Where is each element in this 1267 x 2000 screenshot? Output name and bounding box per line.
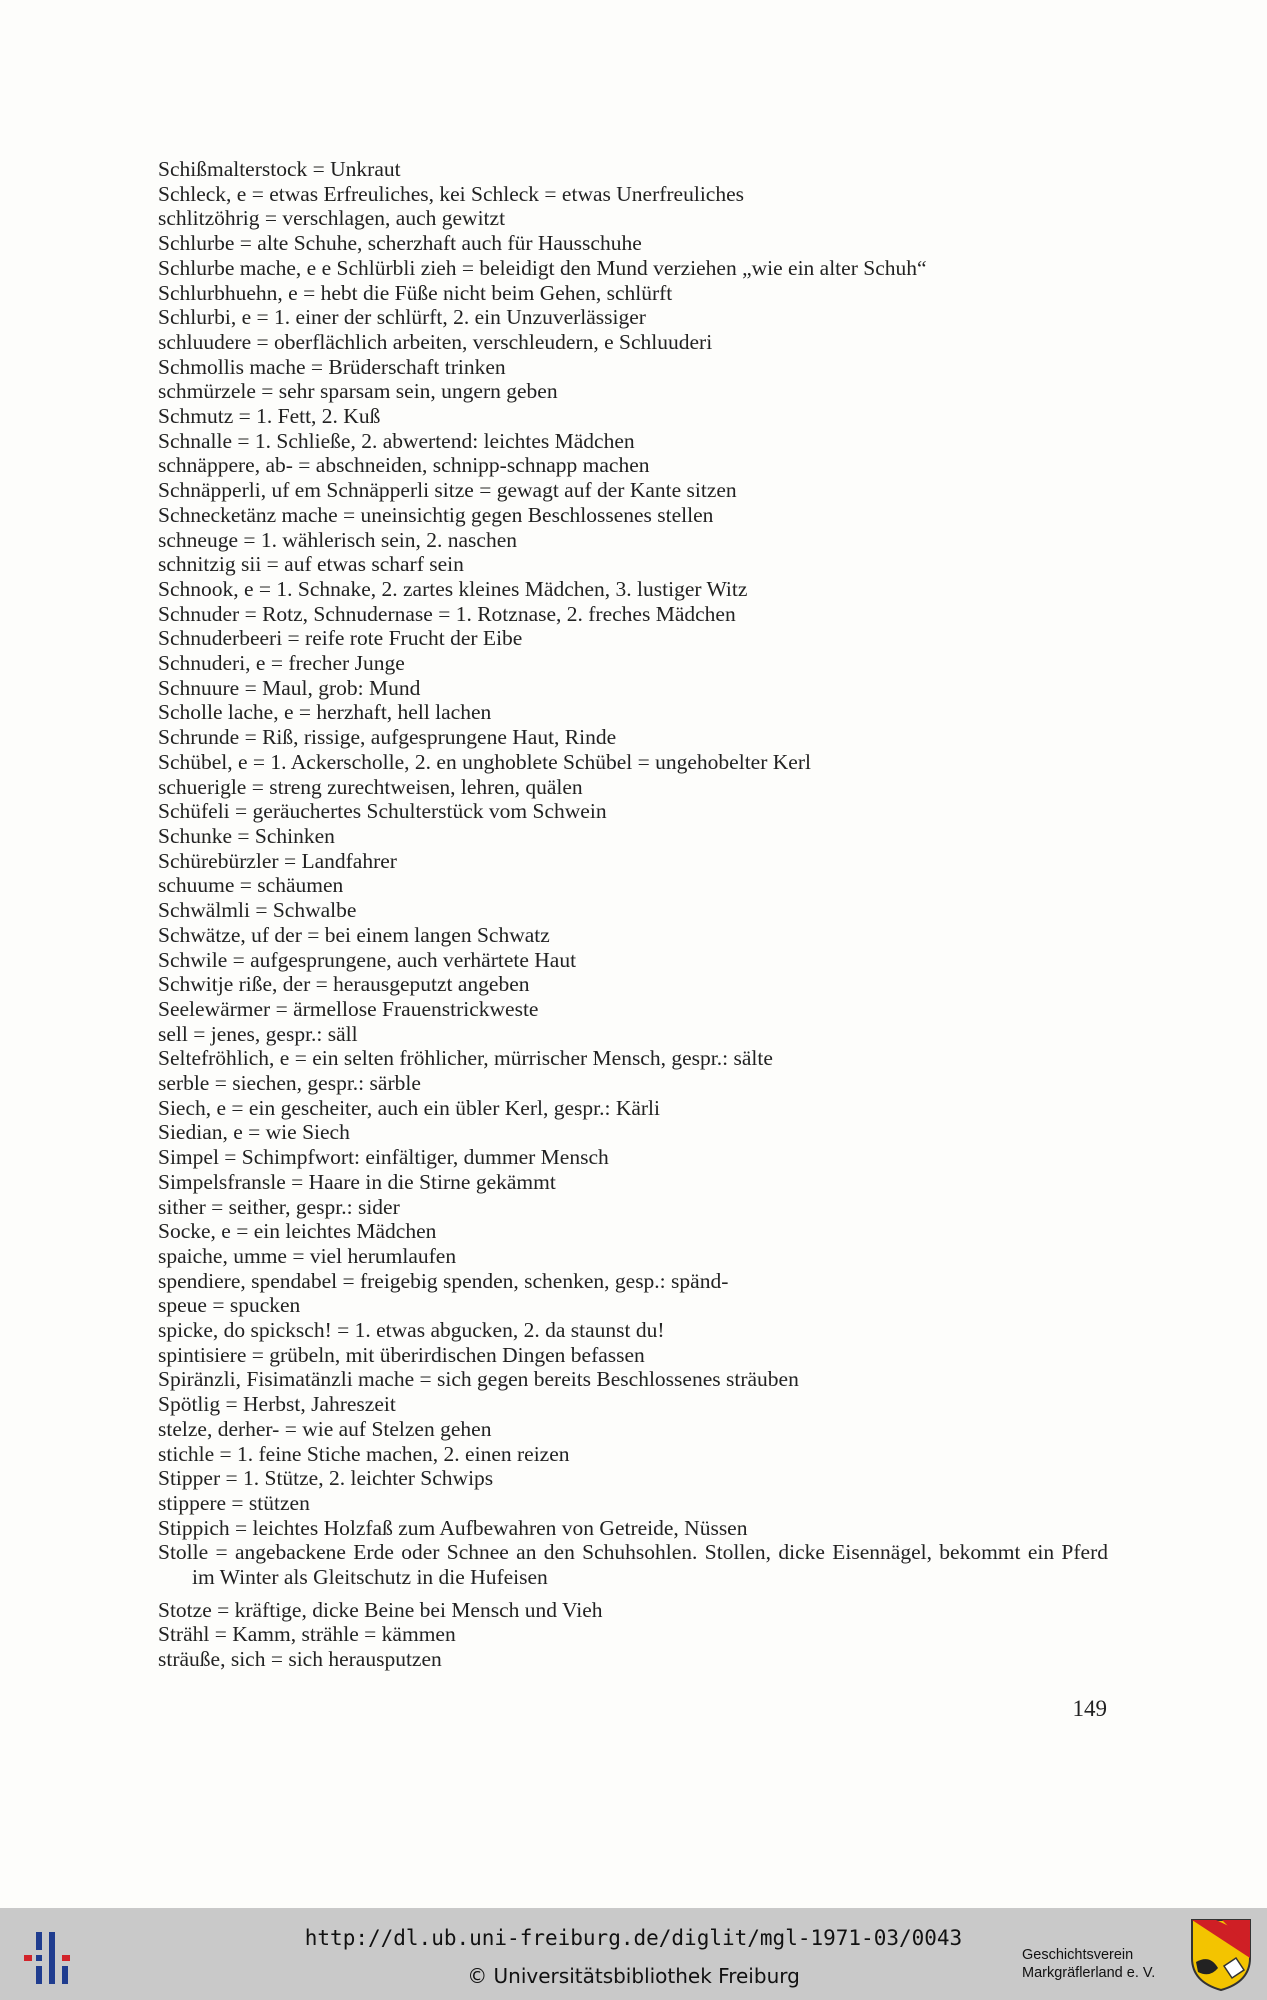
glossary-entry: schluudere = oberflächlich arbeiten, verschleudern, e Schluuderi <box>158 329 713 354</box>
entry-spacer <box>158 1590 1108 1598</box>
glossary-entry: Schlurbi, e = 1. einer der schlürft, 2. ein Unzuverlässiger <box>158 305 646 330</box>
glossary-entry: Schüfeli = geräuchertes Schulterstück vom Schwein <box>158 799 607 824</box>
glossary-entry: schlitzöhrig = verschlagen, auch gewitzt <box>158 206 506 231</box>
glossary-entry: Socke, e = ein leichtes Mädchen <box>158 1219 437 1244</box>
glossary-entry: Schlurbe = alte Schuhe, scherzhaft auch für Hausschuhe <box>158 231 642 256</box>
society-line-1: Geschichtsverein <box>1022 1947 1134 1963</box>
glossary-entry: Schnalle = 1. Schließe, 2. abwertend: leichtes Mädchen <box>158 428 635 453</box>
glossary-entry: serble = siechen, gespr.: särble <box>158 1071 421 1096</box>
glossary-entry: spintisiere = grübeln, mit überirdischen Dingen befassen <box>158 1342 645 1367</box>
glossary-entry: Schißmalterstock = Unkraut <box>158 157 401 181</box>
glossary-entry: Schnuderi, e = frecher Junge <box>158 651 405 676</box>
glossary-entry: schnitzig sii = auf etwas scharf sein <box>158 552 464 577</box>
glossary-entry: Schwitje riße, der = herausgeputzt angeben <box>158 972 530 997</box>
glossary-entry: Stipper = 1. Stütze, 2. leichter Schwips <box>158 1466 494 1491</box>
glossary-entry: speue = spucken <box>158 1293 301 1318</box>
glossary-entry: sell = jenes, gespr.: säll <box>158 1021 358 1046</box>
glossary-entry: Schwälmli = Schwalbe <box>158 898 357 923</box>
glossary-entry: Schürebürzler = Landfahrer <box>158 848 397 873</box>
glossary-entry: Stotze = kräftige, dicke Beine bei Mensch und Vieh <box>158 1597 603 1622</box>
glossary-entry: Schnuderbeeri = reife rote Frucht der Eibe <box>158 626 523 651</box>
glossary-entry: Schübel, e = 1. Ackerscholle, 2. en unghoblete Schübel = ungehobelter Kerl <box>158 749 811 774</box>
glossary-entry: Schnook, e = 1. Schnake, 2. zartes kleines Mädchen, 3. lustiger Witz <box>158 576 748 601</box>
glossary-entry: Simpelsfransle = Haare in die Stirne gekämmt <box>158 1169 556 1194</box>
society-name <box>1022 1946 1155 1982</box>
glossary-entry: Schnecketänz mache = uneinsichtig gegen Beschlossenes stellen <box>158 502 714 527</box>
glossary-entry: schneuge = 1. wählerisch sein, 2. naschen <box>158 527 518 552</box>
glossary-entry: Schwätze, uf der = bei einem langen Schwatz <box>158 922 550 947</box>
page-number: 149 <box>1072 1696 1107 1721</box>
glossary-entry: schmürzele = sehr sparsam sein, ungern geben <box>158 379 558 404</box>
society-line-2: Markgräflerland e. V. <box>1022 1965 1156 1981</box>
glossary-entry: schuume = schäumen <box>158 873 344 898</box>
glossary-entry: Schlurbhuehn, e = hebt die Füße nicht beim Gehen, schlürft <box>158 280 673 305</box>
glossary-entry: Schnuder = Rotz, Schnudernase = 1. Rotznase, 2. freches Mädchen <box>158 601 736 626</box>
glossary-entries <box>158 157 1108 1672</box>
glossary-entry: stelze, derher- = wie auf Stelzen gehen <box>158 1416 492 1441</box>
glossary-entry: schnäppere, ab- = abschneiden, schnipp-schnapp machen <box>158 453 650 478</box>
glossary-entry: Scholle lache, e = herzhaft, hell lachen <box>158 700 492 725</box>
footer-bar <box>0 1908 1267 2000</box>
glossary-entry: Schlurbe mache, e e Schlürbli zieh = beleidigt den Mund verziehen „wie ein alter Schuh“ <box>158 255 927 280</box>
glossary-entry: Schwile = aufgesprungene, auch verhärtete Haut <box>158 947 577 972</box>
coat-of-arms-icon <box>1190 1918 1252 1992</box>
glossary-entry: Spiränzli, Fisimatänzli mache = sich gegen bereits Beschlossenes sträuben <box>158 1367 799 1392</box>
glossary-entry: spicke, do spicksch! = 1. etwas abgucken, 2. da staunst du! <box>158 1318 665 1343</box>
glossary-entry: Spötlig = Herbst, Jahreszeit <box>158 1392 396 1417</box>
glossary-entry: Schmutz = 1. Fett, 2. Kuß <box>158 404 381 429</box>
glossary-entry: Siedian, e = wie Siech <box>158 1120 350 1145</box>
glossary-entry: spaiche, umme = viel herumlaufen <box>158 1243 457 1268</box>
glossary-entry: stippere = stützen <box>158 1490 310 1515</box>
glossary-entry: schuerigle = streng zurechtweisen, lehren, quälen <box>158 774 583 799</box>
glossary-entry: Seltefröhlich, e = ein selten fröhlicher, mürrischer Mensch, gespr.: sälte <box>158 1046 773 1071</box>
document-url[interactable]: http://dl.ub.uni-freiburg.de/diglit/mgl-1971-03/0043 <box>304 1926 963 1950</box>
glossary-entry: Siech, e = ein gescheiter, auch ein übler Kerl, gespr.: Kärli <box>158 1095 660 1120</box>
glossary-entry: Seelewärmer = ärmellose Frauenstrickweste <box>158 996 539 1021</box>
glossary-entry: sträuße, sich = sich herausputzen <box>158 1647 442 1672</box>
glossary-entry: Schnuure = Maul, grob: Mund <box>158 675 421 700</box>
glossary-entry: stichle = 1. feine Stiche machen, 2. einen reizen <box>158 1441 570 1466</box>
glossary-entry: Schrunde = Riß, rissige, aufgesprungene Haut, Rinde <box>158 725 617 750</box>
glossary-entry: Stolle = angebackene Erde oder Schnee an den Schuhsohlen. Stollen, dicke Eisennägel, bekommt ein Pferd im Winter als Gleitschutz in die Hufeisen <box>158 1540 1108 1590</box>
glossary-entry: Schleck, e = etwas Erfreuliches, kei Schleck = etwas Unerfreuliches <box>158 181 745 206</box>
glossary-entry: spendiere, spendabel = freigebig spenden, schenken, gesp.: spänd- <box>158 1268 729 1293</box>
glossary-entry: Schunke = Schinken <box>158 823 335 848</box>
glossary-entry: Schnäpperli, uf em Schnäpperli sitze = gewagt auf der Kante sitzen <box>158 478 737 503</box>
glossary-entry: sither = seither, gespr.: sider <box>158 1194 400 1219</box>
copyright-notice: © Universitätsbibliothek Freiburg <box>467 1964 800 1988</box>
glossary-entry: Schmollis mache = Brüderschaft trinken <box>158 354 506 379</box>
glossary-entry: Strähl = Kamm, strähle = kämmen <box>158 1622 456 1647</box>
glossary-entry: Stippich = leichtes Holzfaß zum Aufbewahren von Getreide, Nüssen <box>158 1515 748 1540</box>
glossary-entry: Simpel = Schimpfwort: einfältiger, dummer Mensch <box>158 1145 609 1170</box>
